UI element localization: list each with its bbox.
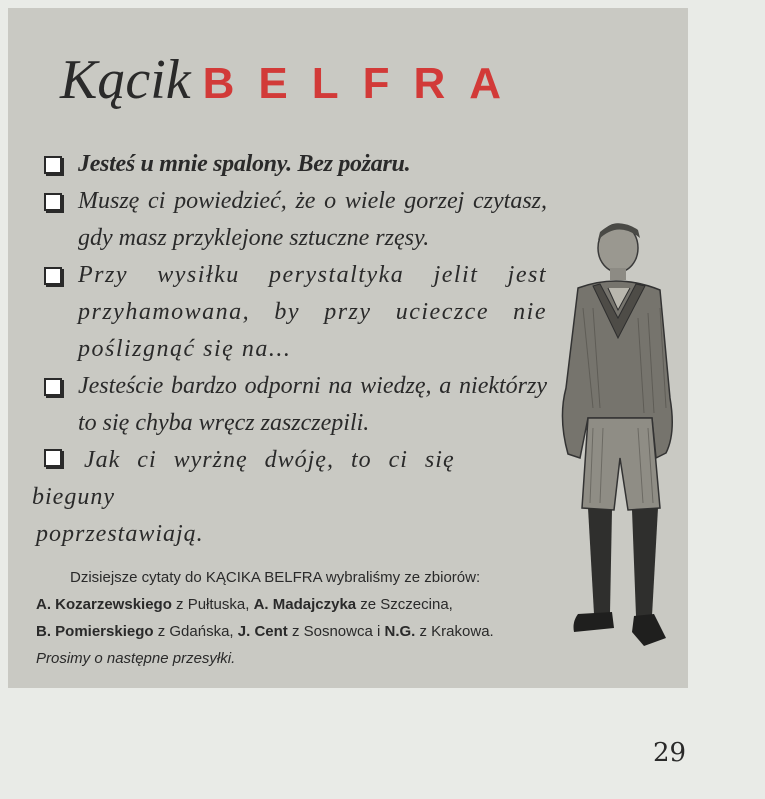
quote-text-line2: poprzestawiają. (36, 521, 204, 547)
contributor-place: z Gdańska, (153, 623, 238, 640)
credits-closing: Prosimy o następne przesyłki. (36, 650, 236, 667)
quote-text: Przy wysiłku perystaltyka jelit jest przyhamowana, by przy ucieczce nie poślizgnąć się na... (78, 262, 547, 362)
quotes-list (32, 146, 547, 553)
boy-in-sailor-suit-illustration (548, 218, 698, 668)
contributor-name: A. Madajczyka (253, 596, 357, 613)
checkbox-bullet-icon (44, 156, 62, 174)
kacik-belfra-box (8, 8, 688, 688)
quote-text: Jesteście bardzo odporni na wiedzę, a niektórzy to się chyba wręcz zaszczepili. (78, 373, 547, 436)
quote-text: Jesteś u mnie spalony. Bez pożaru. (78, 151, 411, 177)
checkbox-bullet-icon (44, 378, 62, 396)
credits-intro: Dzisiejsze cytaty do KĄCIKA BELFRA wybraliśmy ze zbiorów: (70, 569, 481, 586)
credits (36, 564, 596, 672)
credits-line (36, 618, 596, 645)
credits-line (36, 591, 596, 618)
contributor-place: ze Szczecina, (356, 596, 453, 613)
quote-item (32, 368, 547, 442)
contributor-place: z Krakowa. (415, 623, 494, 640)
quote-text-line1: Jak ci wyrżnę dwóję, to ci się bieguny (32, 447, 455, 510)
quote-item (32, 257, 547, 368)
contributor-name: N.G. (384, 623, 416, 640)
quote-item (32, 442, 547, 553)
contributor-name: J. Cent (237, 623, 288, 640)
quote-item (32, 146, 547, 183)
contributor-name: B. Pomierskiego (36, 623, 154, 640)
title-caps: BELFRA (202, 59, 526, 108)
contributor-name: A. Kozarzewskiego (36, 596, 172, 613)
page-number: 29 (653, 738, 687, 768)
contributor-place: z Sosnowca i (287, 623, 385, 640)
checkbox-bullet-icon (44, 267, 62, 285)
section-title (60, 48, 525, 112)
contributor-place: z Pułtuska, (171, 596, 254, 613)
checkbox-bullet-icon (44, 449, 62, 467)
quote-item (32, 183, 547, 257)
title-script: Kącik (60, 49, 191, 111)
checkbox-bullet-icon (44, 193, 62, 211)
quote-text: Muszę ci powiedzieć, że o wiele gorzej czytasz, gdy masz przyklejone sztuczne rzęsy. (78, 188, 547, 251)
